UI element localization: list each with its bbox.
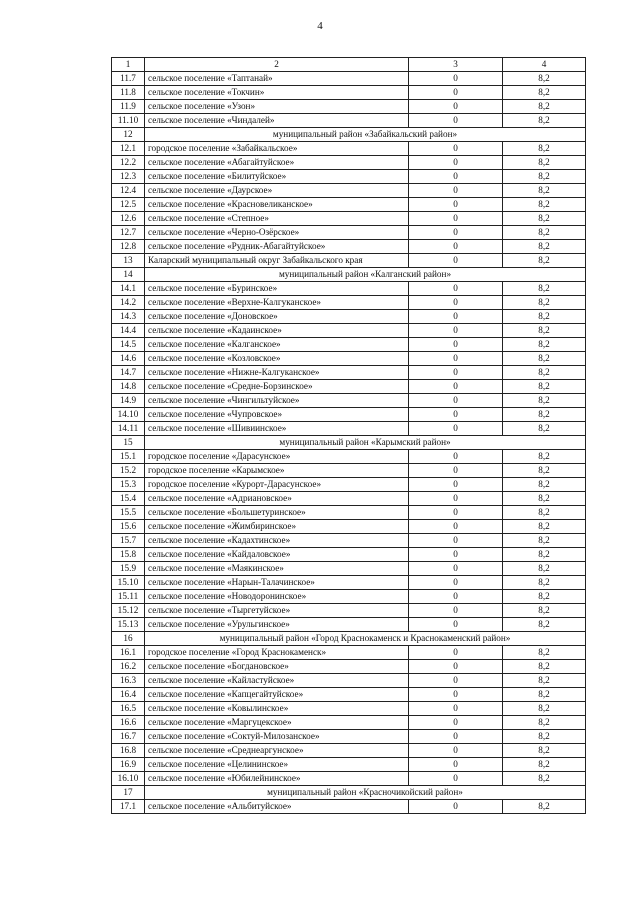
row-number: 16.10 <box>112 772 145 786</box>
row-col-3: 0 <box>409 660 503 674</box>
row-name: сельское поселение «Доновское» <box>145 310 409 324</box>
row-col-3: 0 <box>409 674 503 688</box>
row-col-3: 0 <box>409 100 503 114</box>
row-col-4: 8,2 <box>503 170 586 184</box>
row-col-4: 8,2 <box>503 478 586 492</box>
table-row <box>112 730 586 744</box>
row-col-3: 0 <box>409 380 503 394</box>
row-col-4: 8,2 <box>503 86 586 100</box>
row-col-3: 0 <box>409 310 503 324</box>
header-col-1: 1 <box>112 58 145 72</box>
row-col-4: 8,2 <box>503 72 586 86</box>
row-number: 16.5 <box>112 702 145 716</box>
row-col-4: 8,2 <box>503 702 586 716</box>
row-name: сельское поселение «Богдановское» <box>145 660 409 674</box>
row-name: сельское поселение «Соктуй-Милозанское» <box>145 730 409 744</box>
row-number: 12.8 <box>112 240 145 254</box>
row-name: сельское поселение «Среднеаргунское» <box>145 744 409 758</box>
row-col-4: 8,2 <box>503 450 586 464</box>
row-number: 14.1 <box>112 282 145 296</box>
row-col-4: 8,2 <box>503 562 586 576</box>
table-header-row <box>112 58 586 72</box>
row-number: 16.2 <box>112 660 145 674</box>
section-title: муниципальный район «Калганский район» <box>145 268 586 282</box>
row-col-4: 8,2 <box>503 240 586 254</box>
row-col-4: 8,2 <box>503 716 586 730</box>
row-number: 15.7 <box>112 534 145 548</box>
table-row <box>112 702 586 716</box>
row-number: 15.1 <box>112 450 145 464</box>
row-number: 14.2 <box>112 296 145 310</box>
table-row <box>112 478 586 492</box>
table-row <box>112 254 586 268</box>
table-row <box>112 674 586 688</box>
row-col-3: 0 <box>409 604 503 618</box>
table-row <box>112 590 586 604</box>
section-row <box>112 128 586 142</box>
table-row <box>112 240 586 254</box>
row-name: сельское поселение «Капцегайтуйское» <box>145 688 409 702</box>
row-number: 15.12 <box>112 604 145 618</box>
table-row <box>112 394 586 408</box>
table-row <box>112 562 586 576</box>
row-col-4: 8,2 <box>503 646 586 660</box>
row-number: 12.7 <box>112 226 145 240</box>
row-name: городское поселение «Карымское» <box>145 464 409 478</box>
row-col-4: 8,2 <box>503 590 586 604</box>
row-col-3: 0 <box>409 142 503 156</box>
row-col-3: 0 <box>409 324 503 338</box>
row-col-3: 0 <box>409 296 503 310</box>
row-number: 12.4 <box>112 184 145 198</box>
row-col-3: 0 <box>409 506 503 520</box>
row-col-3: 0 <box>409 240 503 254</box>
table-row <box>112 100 586 114</box>
table-row <box>112 184 586 198</box>
table-row <box>112 618 586 632</box>
row-name: сельское поселение «Токчин» <box>145 86 409 100</box>
section-row <box>112 786 586 800</box>
row-name: сельское поселение «Чингильтуйское» <box>145 394 409 408</box>
row-number: 15.11 <box>112 590 145 604</box>
row-col-3: 0 <box>409 478 503 492</box>
row-col-4: 8,2 <box>503 212 586 226</box>
table-row <box>112 660 586 674</box>
row-number: 14.11 <box>112 422 145 436</box>
row-number: 16.8 <box>112 744 145 758</box>
table-row <box>112 156 586 170</box>
table-row <box>112 114 586 128</box>
row-number: 11.10 <box>112 114 145 128</box>
row-col-3: 0 <box>409 114 503 128</box>
section-title: муниципальный район «Город Краснокаменск и Краснокаменский район» <box>145 632 586 646</box>
table-row <box>112 226 586 240</box>
row-col-4: 8,2 <box>503 492 586 506</box>
row-number: 15 <box>112 436 145 450</box>
row-number: 15.5 <box>112 506 145 520</box>
row-number: 13 <box>112 254 145 268</box>
table-row <box>112 576 586 590</box>
row-name: сельское поселение «Юбилейнинское» <box>145 772 409 786</box>
row-col-3: 0 <box>409 730 503 744</box>
row-number: 14.5 <box>112 338 145 352</box>
table-row <box>112 758 586 772</box>
table-row <box>112 744 586 758</box>
table-row <box>112 310 586 324</box>
row-col-4: 8,2 <box>503 296 586 310</box>
table-body <box>112 58 586 814</box>
row-name: сельское поселение «Кайластуйское» <box>145 674 409 688</box>
row-name: сельское поселение «Верхне-Калгуканское» <box>145 296 409 310</box>
row-number: 11.7 <box>112 72 145 86</box>
row-name: Каларский муниципальный округ Забайкальского края <box>145 254 409 268</box>
row-number: 16.4 <box>112 688 145 702</box>
row-col-3: 0 <box>409 618 503 632</box>
row-col-3: 0 <box>409 800 503 814</box>
row-number: 12.2 <box>112 156 145 170</box>
row-name: сельское поселение «Козловское» <box>145 352 409 366</box>
row-col-4: 8,2 <box>503 660 586 674</box>
table-row <box>112 506 586 520</box>
row-number: 11.8 <box>112 86 145 100</box>
section-title: муниципальный район «Забайкальский район» <box>145 128 586 142</box>
section-title: муниципальный район «Карымский район» <box>145 436 586 450</box>
row-col-4: 8,2 <box>503 548 586 562</box>
settlements-table <box>111 57 586 814</box>
row-col-4: 8,2 <box>503 352 586 366</box>
row-name: сельское поселение «Маргуцекское» <box>145 716 409 730</box>
row-name: сельское поселение «Чупровское» <box>145 408 409 422</box>
row-name: сельское поселение «Билитуйское» <box>145 170 409 184</box>
table-row <box>112 142 586 156</box>
row-col-3: 0 <box>409 450 503 464</box>
row-name: сельское поселение «Средне-Борзинское» <box>145 380 409 394</box>
table-row <box>112 646 586 660</box>
row-col-4: 8,2 <box>503 604 586 618</box>
table-row <box>112 338 586 352</box>
row-name: городское поселение «Дарасунское» <box>145 450 409 464</box>
row-name: сельское поселение «Даурское» <box>145 184 409 198</box>
row-col-4: 8,2 <box>503 576 586 590</box>
table-row <box>112 198 586 212</box>
row-col-4: 8,2 <box>503 254 586 268</box>
table-row <box>112 450 586 464</box>
row-col-4: 8,2 <box>503 422 586 436</box>
row-number: 17 <box>112 786 145 800</box>
row-number: 14.4 <box>112 324 145 338</box>
row-number: 14.7 <box>112 366 145 380</box>
table-row <box>112 688 586 702</box>
row-col-4: 8,2 <box>503 100 586 114</box>
row-col-3: 0 <box>409 688 503 702</box>
row-name: сельское поселение «Маякинское» <box>145 562 409 576</box>
row-col-4: 8,2 <box>503 198 586 212</box>
row-col-3: 0 <box>409 86 503 100</box>
row-col-4: 8,2 <box>503 464 586 478</box>
row-name: сельское поселение «Рудник-Абагайтуйское» <box>145 240 409 254</box>
row-name: сельское поселение «Большетуринское» <box>145 506 409 520</box>
row-name: сельское поселение «Калганское» <box>145 338 409 352</box>
table-row <box>112 492 586 506</box>
row-name: сельское поселение «Нарын-Талачинское» <box>145 576 409 590</box>
row-number: 11.9 <box>112 100 145 114</box>
row-col-3: 0 <box>409 226 503 240</box>
row-name: сельское поселение «Чиндалей» <box>145 114 409 128</box>
row-name: сельское поселение «Черно-Озёрское» <box>145 226 409 240</box>
row-col-4: 8,2 <box>503 688 586 702</box>
row-number: 12.3 <box>112 170 145 184</box>
section-row <box>112 436 586 450</box>
row-name: сельское поселение «Кайдаловское» <box>145 548 409 562</box>
row-col-4: 8,2 <box>503 324 586 338</box>
row-name: сельское поселение «Тыргетуйское» <box>145 604 409 618</box>
row-col-3: 0 <box>409 254 503 268</box>
row-col-4: 8,2 <box>503 408 586 422</box>
row-col-3: 0 <box>409 534 503 548</box>
row-col-4: 8,2 <box>503 310 586 324</box>
row-name: городское поселение «Город Краснокаменск» <box>145 646 409 660</box>
row-name: сельское поселение «Альбитуйское» <box>145 800 409 814</box>
row-col-3: 0 <box>409 352 503 366</box>
row-number: 14.6 <box>112 352 145 366</box>
row-number: 12 <box>112 128 145 142</box>
row-col-3: 0 <box>409 758 503 772</box>
row-name: сельское поселение «Таптанай» <box>145 72 409 86</box>
row-number: 12.6 <box>112 212 145 226</box>
row-number: 15.10 <box>112 576 145 590</box>
row-col-4: 8,2 <box>503 142 586 156</box>
row-col-3: 0 <box>409 464 503 478</box>
row-col-4: 8,2 <box>503 184 586 198</box>
row-col-4: 8,2 <box>503 114 586 128</box>
row-col-3: 0 <box>409 520 503 534</box>
row-col-4: 8,2 <box>503 758 586 772</box>
row-name: сельское поселение «Абагайтуйское» <box>145 156 409 170</box>
row-name: сельское поселение «Шивиинское» <box>145 422 409 436</box>
table-row <box>112 548 586 562</box>
section-row <box>112 632 586 646</box>
row-col-3: 0 <box>409 562 503 576</box>
row-col-4: 8,2 <box>503 730 586 744</box>
row-name: сельское поселение «Целининское» <box>145 758 409 772</box>
table-row <box>112 352 586 366</box>
row-col-3: 0 <box>409 282 503 296</box>
table-row <box>112 366 586 380</box>
row-number: 16.9 <box>112 758 145 772</box>
row-col-4: 8,2 <box>503 226 586 240</box>
row-name: сельское поселение «Ковылинское» <box>145 702 409 716</box>
row-number: 14 <box>112 268 145 282</box>
row-col-3: 0 <box>409 590 503 604</box>
row-col-4: 8,2 <box>503 772 586 786</box>
row-col-3: 0 <box>409 156 503 170</box>
row-name: сельское поселение «Буринское» <box>145 282 409 296</box>
row-col-3: 0 <box>409 170 503 184</box>
row-col-4: 8,2 <box>503 520 586 534</box>
row-col-3: 0 <box>409 772 503 786</box>
table-row <box>112 716 586 730</box>
row-col-3: 0 <box>409 408 503 422</box>
row-col-3: 0 <box>409 744 503 758</box>
row-col-4: 8,2 <box>503 282 586 296</box>
table-row <box>112 464 586 478</box>
row-number: 15.4 <box>112 492 145 506</box>
row-col-4: 8,2 <box>503 156 586 170</box>
row-number: 14.3 <box>112 310 145 324</box>
row-name: сельское поселение «Урульгинское» <box>145 618 409 632</box>
row-number: 15.13 <box>112 618 145 632</box>
row-col-4: 8,2 <box>503 674 586 688</box>
row-number: 15.2 <box>112 464 145 478</box>
row-number: 15.9 <box>112 562 145 576</box>
row-col-3: 0 <box>409 646 503 660</box>
row-number: 16.7 <box>112 730 145 744</box>
row-name: городское поселение «Забайкальское» <box>145 142 409 156</box>
table-row <box>112 520 586 534</box>
row-col-3: 0 <box>409 576 503 590</box>
table-row <box>112 86 586 100</box>
table-row <box>112 408 586 422</box>
table-row <box>112 772 586 786</box>
row-name: сельское поселение «Адриановское» <box>145 492 409 506</box>
row-name: сельское поселение «Красновеликанское» <box>145 198 409 212</box>
row-col-4: 8,2 <box>503 800 586 814</box>
row-name: сельское поселение «Нижне-Калгуканское» <box>145 366 409 380</box>
table-row <box>112 170 586 184</box>
row-name: сельское поселение «Жимбиринское» <box>145 520 409 534</box>
header-col-2: 2 <box>145 58 409 72</box>
row-col-3: 0 <box>409 212 503 226</box>
table-row <box>112 296 586 310</box>
row-col-3: 0 <box>409 198 503 212</box>
row-number: 16.6 <box>112 716 145 730</box>
row-col-3: 0 <box>409 716 503 730</box>
row-col-3: 0 <box>409 702 503 716</box>
table-row <box>112 212 586 226</box>
page-number: 4 <box>317 20 323 32</box>
header-col-4: 4 <box>503 58 586 72</box>
table-row <box>112 800 586 814</box>
row-col-4: 8,2 <box>503 618 586 632</box>
table-row <box>112 72 586 86</box>
row-col-4: 8,2 <box>503 506 586 520</box>
row-number: 15.3 <box>112 478 145 492</box>
section-title: муниципальный район «Красночикойский район» <box>145 786 586 800</box>
row-number: 12.5 <box>112 198 145 212</box>
table-row <box>112 324 586 338</box>
row-number: 15.8 <box>112 548 145 562</box>
row-number: 16.1 <box>112 646 145 660</box>
section-row <box>112 268 586 282</box>
row-number: 17.1 <box>112 800 145 814</box>
row-name: сельское поселение «Узон» <box>145 100 409 114</box>
row-number: 12.1 <box>112 142 145 156</box>
row-name: сельское поселение «Кадаинское» <box>145 324 409 338</box>
table-row <box>112 604 586 618</box>
row-col-3: 0 <box>409 72 503 86</box>
header-col-3: 3 <box>409 58 503 72</box>
row-col-3: 0 <box>409 422 503 436</box>
row-col-3: 0 <box>409 492 503 506</box>
row-col-4: 8,2 <box>503 366 586 380</box>
row-col-4: 8,2 <box>503 534 586 548</box>
row-name: сельское поселение «Степное» <box>145 212 409 226</box>
table-row <box>112 534 586 548</box>
row-number: 16.3 <box>112 674 145 688</box>
row-col-3: 0 <box>409 394 503 408</box>
table-row <box>112 282 586 296</box>
row-col-3: 0 <box>409 338 503 352</box>
row-name: сельское поселение «Новодоронинское» <box>145 590 409 604</box>
row-col-4: 8,2 <box>503 380 586 394</box>
row-number: 14.8 <box>112 380 145 394</box>
row-number: 16 <box>112 632 145 646</box>
row-number: 15.6 <box>112 520 145 534</box>
row-number: 14.9 <box>112 394 145 408</box>
row-col-3: 0 <box>409 366 503 380</box>
table-row <box>112 422 586 436</box>
row-col-4: 8,2 <box>503 338 586 352</box>
row-col-4: 8,2 <box>503 744 586 758</box>
row-name: городское поселение «Курорт-Дарасунское» <box>145 478 409 492</box>
row-col-3: 0 <box>409 184 503 198</box>
row-name: сельское поселение «Кадахтинское» <box>145 534 409 548</box>
row-number: 14.10 <box>112 408 145 422</box>
table-row <box>112 380 586 394</box>
row-col-3: 0 <box>409 548 503 562</box>
row-col-4: 8,2 <box>503 394 586 408</box>
